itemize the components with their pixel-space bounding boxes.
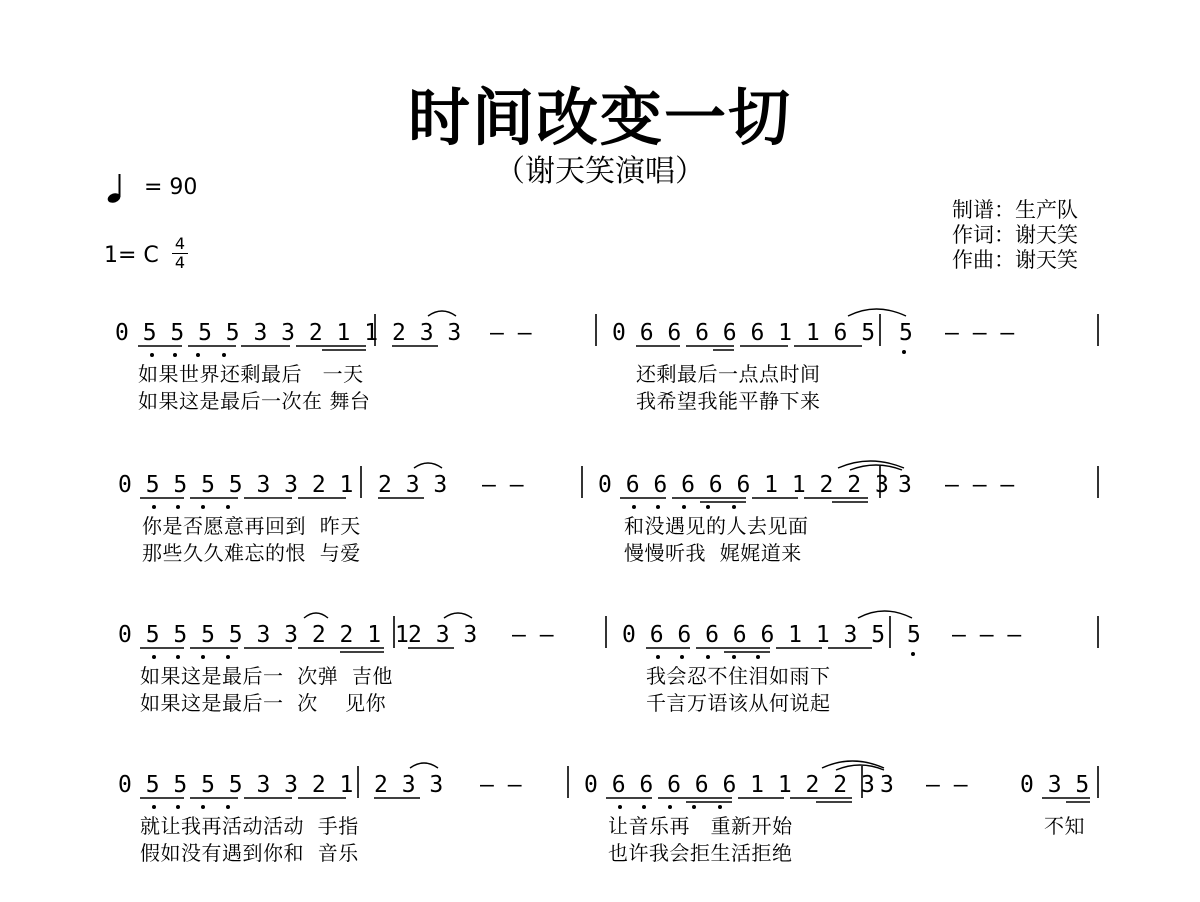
svg-text:2 3 3: 2 3 3 [378,472,448,498]
svg-text:— —: — — [480,772,522,798]
lyric-line: 也许我会拒生活拒绝 [608,841,793,865]
time-signature [172,236,188,271]
svg-text:0 6 6 6 6 6 1 1 2 2 3: 0 6 6 6 6 6 1 1 2 2 3 [584,772,875,798]
svg-text:— —: — — [490,320,532,346]
lyric-line: 不知 [1044,814,1085,838]
svg-text:0 5 5 5 5 3 3 2 1 1: 0 5 5 5 5 3 3 2 1 1 [115,320,379,346]
quarter-note-icon [104,172,134,206]
lyric-line: 如果这是最后一 次 见你 [140,691,387,715]
key-signature [104,236,224,276]
lyric-line: 如果这是最后一 次弹 吉他 [140,664,393,688]
svg-text:0 5 5 5 5 3 3 2 1: 0 5 5 5 5 3 3 2 1 [118,772,354,798]
time-signature-bottom: 4 [174,253,186,272]
score-row-4 [0,752,1200,902]
tempo-marking [104,172,244,206]
svg-text:3: 3 [880,772,894,798]
credit-lyricist: 作词：谢天笑 [952,223,1078,247]
credit-arranger: 制谱：生产队 [952,198,1078,222]
svg-text:5: 5 [899,320,913,346]
credit-composer: 作曲：谢天笑 [952,248,1078,272]
credits [952,198,1078,273]
lyric-line: 我希望我能平静下来 [636,389,821,413]
lyric-line: 和没遇见的人去见面 [624,514,809,538]
svg-text:2 3 3: 2 3 3 [392,320,462,346]
key-label: 1= C [104,243,159,268]
lyric-line: 如果这是最后一次在 舞台 [138,389,371,413]
svg-text:2 3 3: 2 3 3 [374,772,444,798]
svg-text:— —: — — [482,472,524,498]
time-signature-top: 4 [174,234,186,253]
lyric-line: 假如没有遇到你和 音乐 [140,841,359,865]
svg-text:2 3 3: 2 3 3 [408,622,478,648]
svg-text:— — —: — — — [945,472,1015,498]
lyric-line: 就让我再活动活动 手指 [140,814,359,838]
song-subtitle: （谢天笑演唱） [495,154,705,189]
lyric-line: 慢慢听我 娓娓道来 [624,541,802,565]
notation-row-4 [0,752,1200,812]
notation-row-2 [0,452,1200,512]
lyric-line: 那些久久难忘的恨 与爱 [142,541,361,565]
svg-text:— —: — — [512,622,554,648]
svg-text:0 6 6 6 6 6 1 1 2 2 3: 0 6 6 6 6 6 1 1 2 2 3 [598,472,889,498]
score-row-3 [0,602,1200,752]
lyric-line: 让音乐再 重新开始 [608,814,793,838]
svg-text:0 6 6 6 6 6 1 1 6 5: 0 6 6 6 6 6 1 1 6 5 [612,320,876,346]
svg-text:5: 5 [907,622,921,648]
song-title: 时间改变一切 [407,81,792,154]
lyric-line: 我会忍不住泪如雨下 [646,664,831,688]
svg-text:— — —: — — — [945,320,1015,346]
svg-text:0 3 5: 0 3 5 [1020,772,1090,798]
notation-row-1 [0,300,1200,360]
lyric-line: 如果世界还剩最后 一天 [138,362,364,386]
lyric-line: 还剩最后一点点时间 [636,362,821,386]
lyric-line: 你是否愿意再回到 昨天 [142,514,361,538]
notation-row-3 [0,602,1200,662]
svg-text:0 5 5 5 5 3 3 2 1: 0 5 5 5 5 3 3 2 1 [118,472,354,498]
svg-text:0 6 6 6 6 6 1 1 3 5: 0 6 6 6 6 6 1 1 3 5 [622,622,886,648]
score-row-1 [0,300,1200,450]
score-row-2 [0,452,1200,602]
svg-text:— — —: — — — [952,622,1022,648]
lyric-line: 千言万语该从何说起 [646,691,831,715]
tempo-value: = 90 [144,175,198,200]
svg-text:3: 3 [898,472,912,498]
svg-text:0 5 5 5 5 3 3 2 2 1 1: 0 5 5 5 5 3 3 2 2 1 1 [118,622,409,648]
svg-text:— —: — — [926,772,968,798]
